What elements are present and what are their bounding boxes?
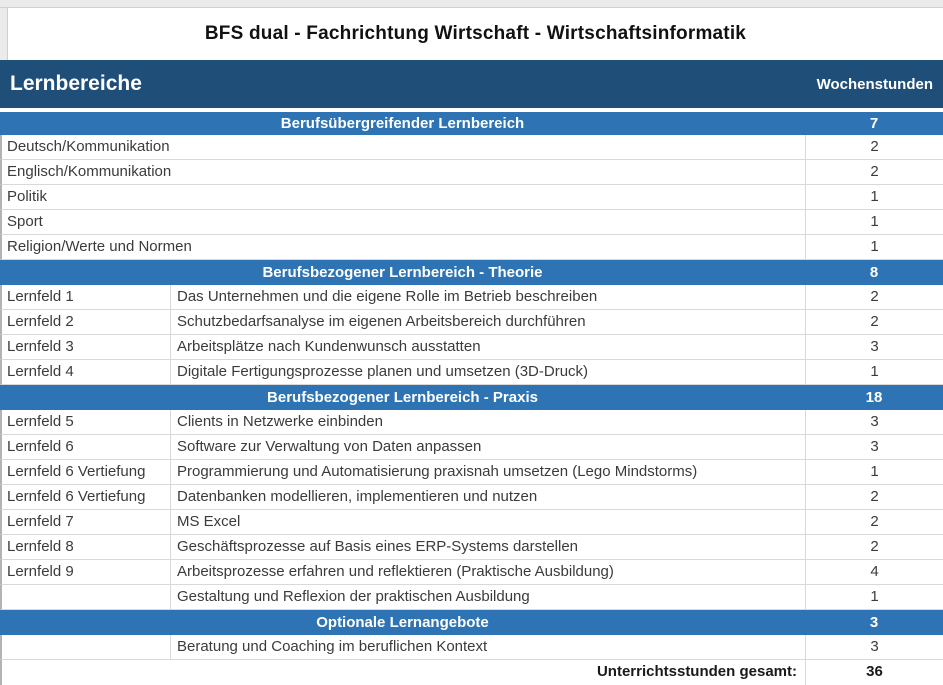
hours-cell: 3 — [870, 413, 879, 430]
table-header-row — [0, 60, 943, 108]
subject-cell: Politik — [2, 185, 806, 209]
table-row — [0, 285, 943, 310]
section-header-row — [0, 610, 943, 635]
subject-cell: Das Unternehmen und die eigene Rolle im Betrieb beschreiben — [171, 285, 806, 309]
table-row — [0, 535, 943, 560]
lernfeld-cell: Lernfeld 8 — [2, 535, 171, 559]
subject-cell: MS Excel — [171, 510, 806, 534]
table-row — [0, 485, 943, 510]
hours-cell: 2 — [870, 488, 879, 505]
total-label: Unterrichtsstunden gesamt: — [2, 660, 806, 685]
lernfeld-cell: Lernfeld 3 — [2, 335, 171, 359]
table-row — [0, 160, 943, 185]
hours-cell: 2 — [870, 288, 879, 305]
lernfeld-cell: Lernfeld 1 — [2, 285, 171, 309]
section-hours: 7 — [869, 115, 879, 132]
subject-cell: Programmierung und Automatisierung praxisnah umsetzen (Lego Mindstorms) — [171, 460, 806, 484]
section-hours: 3 — [869, 614, 879, 631]
total-row — [0, 660, 943, 685]
section-hours: 8 — [869, 264, 879, 281]
hours-cell: 1 — [870, 238, 879, 255]
lernfeld-cell: Lernfeld 9 — [2, 560, 171, 584]
hours-cell: 1 — [870, 463, 879, 480]
table-row — [0, 460, 943, 485]
subject-cell: Beratung und Coaching im beruflichen Kontext — [171, 635, 806, 659]
table-row — [0, 510, 943, 535]
section-header-row — [0, 112, 943, 135]
section-title: Optionale Lernangebote — [316, 614, 489, 631]
table-row — [0, 185, 943, 210]
lernfeld-cell: Lernfeld 2 — [2, 310, 171, 334]
lernfeld-cell: Lernfeld 7 — [2, 510, 171, 534]
table-row — [0, 310, 943, 335]
subject-cell: Sport — [2, 210, 806, 234]
page-left-margin — [0, 8, 8, 60]
table-row — [0, 410, 943, 435]
lernfeld-cell — [2, 635, 171, 659]
lernfeld-cell — [2, 585, 171, 609]
hours-cell: 1 — [870, 213, 879, 230]
hours-cell: 3 — [870, 438, 879, 455]
hours-cell: 2 — [870, 163, 879, 180]
subject-cell: Arbeitsprozesse erfahren und reflektieren (Praktische Ausbildung) — [171, 560, 806, 584]
section-title: Berufsbezogener Lernbereich - Theorie — [262, 264, 543, 281]
table-row — [0, 235, 943, 260]
lernfeld-cell: Lernfeld 4 — [2, 360, 171, 384]
page-title: BFS dual - Fachrichtung Wirtschaft - Wirtschaftsinformatik — [204, 23, 747, 44]
table-row — [0, 210, 943, 235]
subject-cell: Deutsch/Kommunikation — [2, 135, 806, 159]
column-header-wochenstunden: Wochenstunden — [816, 75, 933, 93]
column-header-lernbereiche: Lernbereiche — [10, 72, 142, 95]
hours-cell: 1 — [870, 588, 879, 605]
section-header-row — [0, 385, 943, 410]
subject-cell: Arbeitsplätze nach Kundenwunsch ausstatten — [171, 335, 806, 359]
hours-cell: 2 — [870, 138, 879, 155]
subject-cell: Schutzbedarfsanalyse im eigenen Arbeitsbereich durchführen — [171, 310, 806, 334]
table-row — [0, 335, 943, 360]
table-row — [0, 360, 943, 385]
table-row — [0, 585, 943, 610]
section-hours: 18 — [865, 389, 883, 406]
total-value: 36 — [866, 663, 883, 680]
subject-cell: Clients in Netzwerke einbinden — [171, 410, 806, 434]
hours-cell: 3 — [870, 638, 879, 655]
subject-cell: Religion/Werte und Normen — [2, 235, 806, 259]
table-body — [0, 112, 943, 660]
subject-cell: Software zur Verwaltung von Daten anpassen — [171, 435, 806, 459]
section-title: Berufsbezogener Lernbereich - Praxis — [267, 389, 538, 406]
lernfeld-cell: Lernfeld 6 — [2, 435, 171, 459]
lernfeld-cell: Lernfeld 6 Vertiefung — [2, 460, 171, 484]
title-block — [0, 8, 943, 60]
section-title: Berufsübergreifender Lernbereich — [280, 115, 525, 132]
section-header-row — [0, 260, 943, 285]
table-row — [0, 635, 943, 660]
table-row — [0, 435, 943, 460]
hours-cell: 1 — [870, 363, 879, 380]
hours-cell: 2 — [870, 538, 879, 555]
subject-cell: Englisch/Kommunikation — [2, 160, 806, 184]
hours-cell: 3 — [870, 338, 879, 355]
subject-cell: Gestaltung und Reflexion der praktischen Ausbildung — [171, 585, 806, 609]
page-top-margin — [0, 0, 943, 8]
hours-cell: 2 — [870, 313, 879, 330]
lernfeld-cell: Lernfeld 6 Vertiefung — [2, 485, 171, 509]
hours-cell: 1 — [870, 188, 879, 205]
table-row — [0, 135, 943, 160]
lernfeld-cell: Lernfeld 5 — [2, 410, 171, 434]
subject-cell: Datenbanken modellieren, implementieren und nutzen — [171, 485, 806, 509]
hours-cell: 2 — [870, 513, 879, 530]
table-row — [0, 560, 943, 585]
subject-cell: Geschäftsprozesse auf Basis eines ERP-Systems darstellen — [171, 535, 806, 559]
hours-cell: 4 — [870, 563, 879, 580]
subject-cell: Digitale Fertigungsprozesse planen und umsetzen (3D-Druck) — [171, 360, 806, 384]
